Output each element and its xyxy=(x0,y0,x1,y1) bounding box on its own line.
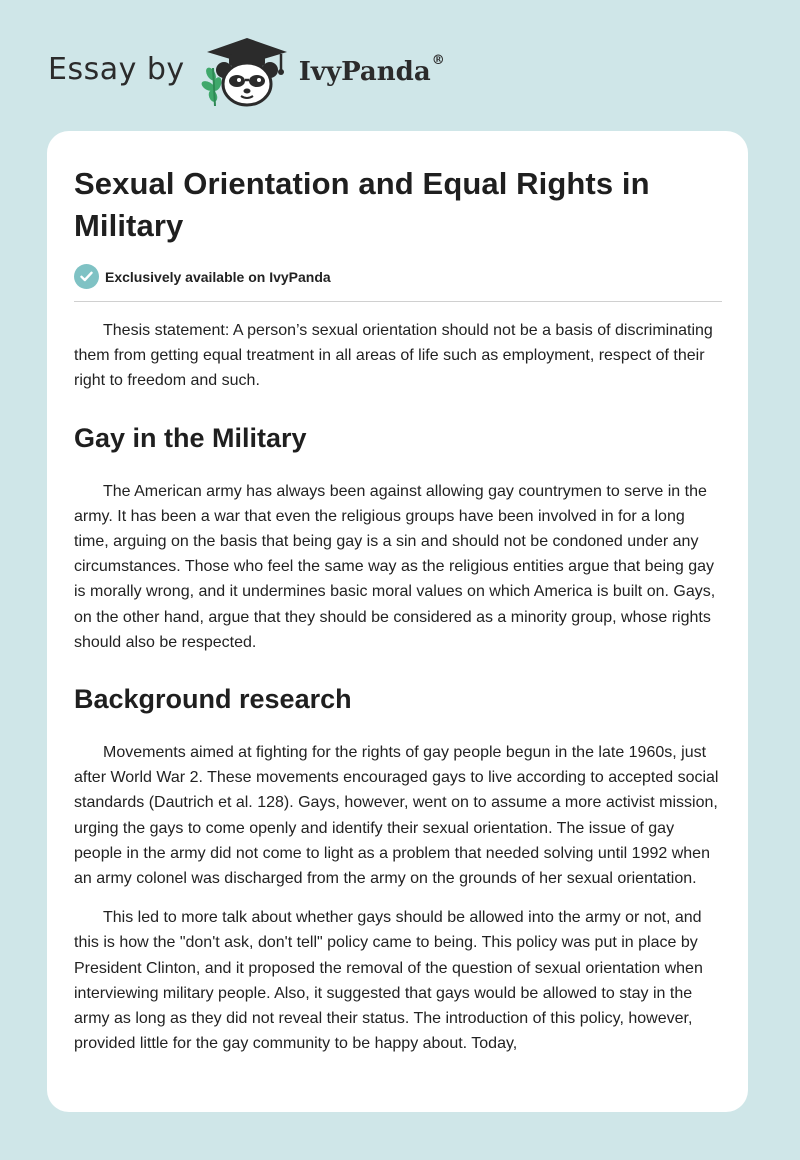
body-paragraph: This led to more talk about whether gays should be allowed into the army or not, and this is how the "don't ask, don't tell" policy came to being. This policy was put in place by President Clinton, and it proposed the removal of the question of sexual orientation when interviewing military people. Also, it suggested that gays would be allowed to stay in the army as long as they did not reveal their status. The introduction of this policy, however, provided little for the gay community to be happy about. Today, xyxy=(74,909,703,1053)
body-paragraph: The American army has always been against allowing gay countrymen to serve in the army. It has been a war that even the religious groups have been involved in for a long time, arguing on the basis that being gay is a sin and should not be condoned under any circumstances. Those who feel the same way as the religious entities argue that being gay is morally wrong, and it undermines basic moral values on which America is built on. Gays, on the other hand, argue that they should be considered as a minority group, whose rights should also be respected. xyxy=(74,482,716,651)
section-heading: Background research xyxy=(74,684,352,715)
essay-card xyxy=(47,131,748,1112)
panda-graduate-logo-icon xyxy=(199,34,295,110)
site-brand[interactable] xyxy=(48,34,445,110)
essay-title: Sexual Orientation and Equal Rights in Military xyxy=(74,166,650,243)
exclusive-label: Exclusively available on IvyPanda xyxy=(105,268,331,285)
brand-name: IvyPanda® xyxy=(298,53,445,87)
brand-prefix: Essay by xyxy=(48,51,185,87)
check-circle-icon xyxy=(74,264,99,289)
thesis-paragraph: Thesis statement: A person’s sexual orientation should not be a basis of discriminating them from getting equal treatment in all areas of life such as employment, respect of their right to freedom and such. xyxy=(74,322,713,390)
section-heading: Gay in the Military xyxy=(74,422,307,453)
body-paragraph: Movements aimed at fighting for the rights of gay people begun in the late 1960s, just after World War 2. These movements encouraged gays to live according to accepted social standards (Dautrich et al. 128). Gays, however, went on to assume a more activist mission, urging the gays to come openly and identify their sexual orientation. The issue of gay people in the army did not come to light as a problem that needed solving until 1992 when an army colonel was discharged from the army on the grounds of her sexual orientation. xyxy=(74,744,719,888)
registered-mark: ® xyxy=(431,53,445,68)
exclusive-badge xyxy=(74,264,722,302)
